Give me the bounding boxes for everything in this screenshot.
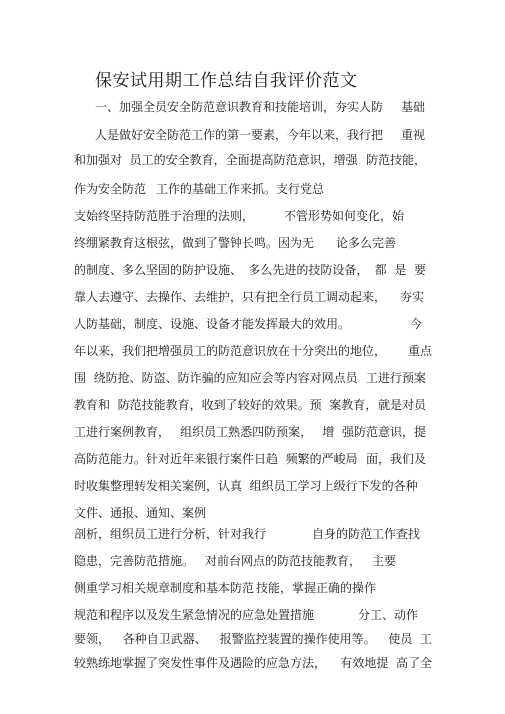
body-text: 有效地提 高了全: [340, 656, 432, 670]
body-line: [74, 398, 426, 412]
document-title: 保安试用期工作总结自我评价范文: [95, 71, 358, 91]
body-line: [74, 554, 396, 568]
body-line: [74, 371, 426, 385]
body-line: [74, 425, 426, 439]
body-text: 作为安全防范: [74, 182, 147, 196]
body-line: [74, 608, 418, 622]
body-text: 教育和 防范技能教育，收到了较好的效果。预 案教育，: [74, 398, 378, 412]
body-text: 使员 工: [388, 632, 432, 646]
body-text: 防范技能，: [365, 153, 426, 167]
body-line: [95, 128, 425, 142]
body-text: 较熟练地掌握了突发性事件及遇险的应急方法，: [74, 656, 327, 670]
body-text: 要领，: [74, 632, 111, 646]
body-line: [74, 263, 426, 277]
body-line: [74, 236, 396, 250]
body-text: 和加强对 员工的安全教育，全面提高防范意识，增强: [74, 153, 358, 167]
body-text: 人防基础，制度、设施、设备才能发挥最大的效用。: [74, 317, 351, 331]
body-text: 不管形势如何变化，始: [283, 209, 404, 223]
body-text: 文件、通报、通知、案例: [74, 506, 207, 520]
body-text: 对前台网点的防范技能教育，: [204, 554, 361, 568]
body-text: 论多么完善: [335, 236, 396, 250]
body-line: [74, 317, 422, 331]
body-line: [74, 581, 376, 595]
body-text: 都 是 要: [374, 263, 426, 277]
body-text: 各种自卫武器、: [122, 632, 207, 646]
body-text: 围 绕防抢、防盗、防诈骗的应知应会等内容对网点员: [74, 371, 358, 385]
body-text: 侧重学习相关规章制度和基本防范: [74, 581, 255, 595]
body-text: 年以来，我们把增强员工的防范意识放在十分突出的地位，: [74, 344, 387, 358]
body-text: 增 强防范意识，提: [322, 425, 426, 439]
body-text: 重视: [400, 128, 425, 142]
body-text: 的制度、多么坚固的防护设施、: [74, 263, 243, 277]
body-text: 工作的基础工作来抓。支行党总: [155, 182, 324, 196]
body-text: 就是对员: [377, 398, 426, 412]
body-text: 面，我们及: [365, 452, 426, 466]
body-text: 支始终坚持防范胜于治理的法则，: [74, 209, 255, 223]
body-line: [74, 632, 432, 646]
body-text: 基础: [400, 100, 425, 114]
body-text: 夯实: [399, 290, 424, 304]
body-text: 组织员工熟悉四防预案，: [180, 425, 313, 439]
body-line: [74, 153, 426, 167]
body-line: [74, 656, 432, 670]
body-text: 报警监控装置的操作使用等。: [219, 632, 376, 646]
body-line: [74, 209, 404, 223]
body-line: [74, 182, 324, 196]
body-text: 分工、动作: [357, 608, 418, 622]
body-text: 剖析，组织员工进行分析，针对我行: [74, 527, 267, 541]
body-text: 人是做好安全防范工作的第一要素，今年以来，我行把: [95, 128, 384, 142]
body-text: 一、加强全员安全防范意识教育和技能培训，夯实人防: [95, 100, 384, 114]
body-text: 靠人去遵守、去操作、去维护，只有把全行员工调动起来，: [74, 290, 387, 304]
body-text: 技能，掌握正确的操作: [255, 581, 376, 595]
body-line: [74, 452, 426, 466]
body-text: 规范和程序以及发生紧急情况的应急处置措施: [74, 608, 315, 622]
body-text: 工进行预案: [365, 371, 426, 385]
body-text: 主要: [371, 554, 396, 568]
body-text: 多么先进的技防设备，: [248, 263, 369, 277]
body-line: [74, 290, 424, 304]
body-line: [74, 479, 432, 493]
body-line: [74, 344, 432, 358]
body-text: 重点: [407, 344, 432, 358]
body-text: 隐患，完善防范措施。: [74, 554, 195, 568]
body-text: 终绷紧教育这根弦，做到了警钟长鸣。因为无: [74, 236, 315, 250]
body-line: [74, 527, 420, 541]
body-line: [95, 100, 425, 114]
body-text: 时收集整理转发相关案例，认真 组织员工学习上级行下发的各种: [74, 479, 418, 493]
body-line: [74, 506, 214, 520]
body-text: 今: [409, 317, 422, 331]
body-text: 工进行案例教育，: [74, 425, 171, 439]
body-text: 高防范能力。针对近年来银行案件日趋 频繁的严峻局: [74, 452, 358, 466]
body-text: 自身的防范工作查找: [311, 527, 420, 541]
